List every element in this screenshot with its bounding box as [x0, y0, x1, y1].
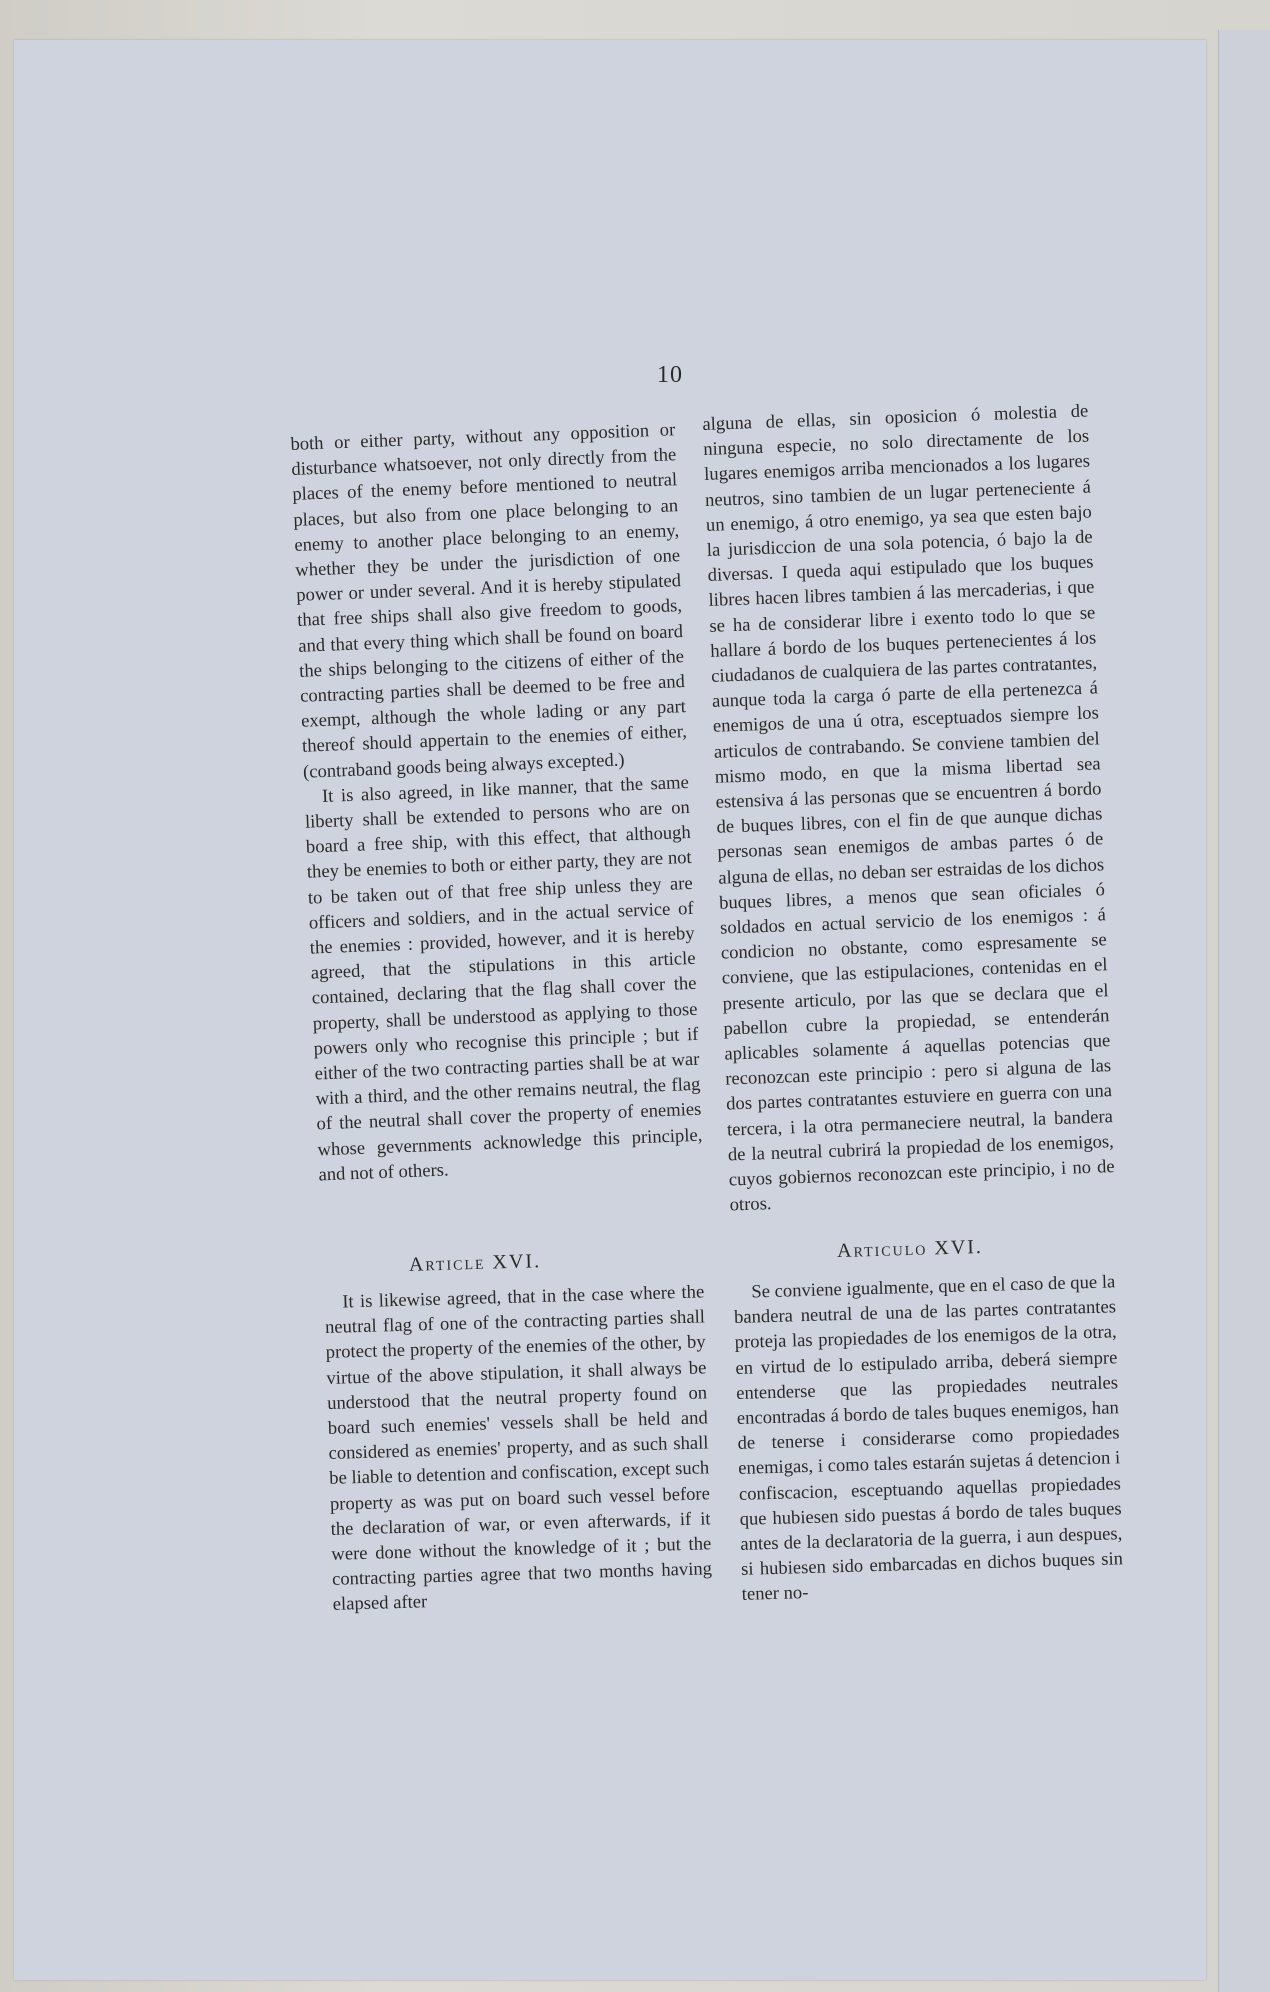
spanish-article-text: Se conviene igualmente, que en el caso de que la bandera neutral de una de las partes contratantes proteja las propiedades de los enemigos de la otra, en virtud de lo estipulado arriba, deberá siempre entenderse que las propiedades neutrales encontradas á bordo de tales buques enemigos, han de tenerse i considerarse como propiedades enemigas, i como tales estarán sujetas á detencion i confiscacion, esceptuando aquellas propiedades que hubiesen sido puestas á bordo de tales buques antes de la declaratoria de la guerra, i aun despues, si hubiesen sido embarcadas en dichos buques sin tener no-	[733, 1271, 1124, 1606]
spanish-article-body	[733, 1269, 1124, 1607]
spanish-paragraph-1: alguna de ellas, sin oposicion ó molestia de ninguna especie, no solo directamente de los lugares enemigos arriba mencionados a los lugares neutros, sino tambien de un lugar perteneciente á un enemigo, á otro enemigo, ya sea que esten bajo la jurisdiccion de una sola potencia, ó bajo la de diversas. I queda aqui estipulado que los buques libres hacen libres tambien á las mercaderias, i que se ha de considerar libre i exento todo lo que se hallare á bordo de los buques pertenecientes á los ciudadanos de cualquiera de las partes contratantes, aunque toda la carga ó parte de ella pertenezca á enemigos de una ú otra, esceptuados siempre los articulos de contrabando. Se conviene tambien del mismo modo, en que la misma libertad sea estensiva á las personas que se encuentren á bordo de buques libres, con el fin de que aunque dichas personas sean enemigos de ambas partes ó de alguna de ellas, no deban ser estraidas de los dichos buques libres, a menos que sean oficiales ó soldados en actual servicio de los enemigos : á condicion no obstante, como espresamente se conviene, que las estipulaciones, contenidas en el presente articulo, por las que se declara que el pabellon cubre la propiedad, se entenderán aplicables solamente á aquellas potencias que reconozcan este principio : pero si alguna de las dos partes contratantes estuviere en guerra con una tercera, i la otra permaneciere neutral, la bandera de la neutral cubrirá la propiedad de los enemigos, cuyos gobiernos reconozcan este principio, i no de otros.	[702, 400, 1115, 1216]
english-paragraph-2: It is also agreed, in like manner, that the same liberty shall be extended to persons who are on board a free ship, with this effect, that although they be enemies to both or either party, they are not to be taken out of that free ship unless they are officers and soldiers, and in the actual service of the enemies : provided, however, and it is hereby agreed, that the stipulations in this article contained, declaring that the flag shall cover the property, shall be understood as applying to those powers only who recognise this principle ; but if either of the two contracting parties shall be at war with a third, and the other remains neutral, the flag of the neutral shall cover the property of enemies whose gevernments acknowledge this principle, and not of others.	[304, 771, 703, 1186]
page-number: 10	[657, 362, 683, 388]
adjacent-page-edge	[1218, 30, 1270, 1992]
english-article-heading: Article XVI.	[408, 1250, 542, 1276]
english-paragraph-1: both or either party, without any opposition or disturbance whatsoever, not only directly from the places of the enemy before mentioned to neutral places, but also from one place belonging to an enemy to another place belonging to an enemy, whether they be under the jurisdiction of one power or under several. And it is hereby stipulated that free ships shall also give freedom to goods, and that every thing which shall be found on board the ships belonging to the citizens of either of the contracting parties shall be deemed to be free and exempt, although the whole lading or any part thereof should appertain to the enemies of either, (contraband goods being always excepted.)	[290, 419, 688, 783]
spanish-article-heading: Articulo XVI.	[836, 1235, 984, 1263]
english-article-text: It is likewise agreed, that in the case where the neutral flag of one of the contracting parties shall protect the property of the enemies of the other, by virtue of the above stipulation, it shall always be understood that the neutral property found on board such enemies' vessels shall be held and considered as enemies' property, and as such shall be liable to detention and confiscation, except such property as was put on board such vessel before the declaration of war, or even afterwards, if it were done without the knowledge of it ; but the contracting parties agree that two months having elapsed after	[324, 1281, 713, 1616]
spanish-column	[702, 399, 1116, 1218]
english-article-body	[324, 1279, 713, 1617]
english-column	[290, 417, 704, 1187]
